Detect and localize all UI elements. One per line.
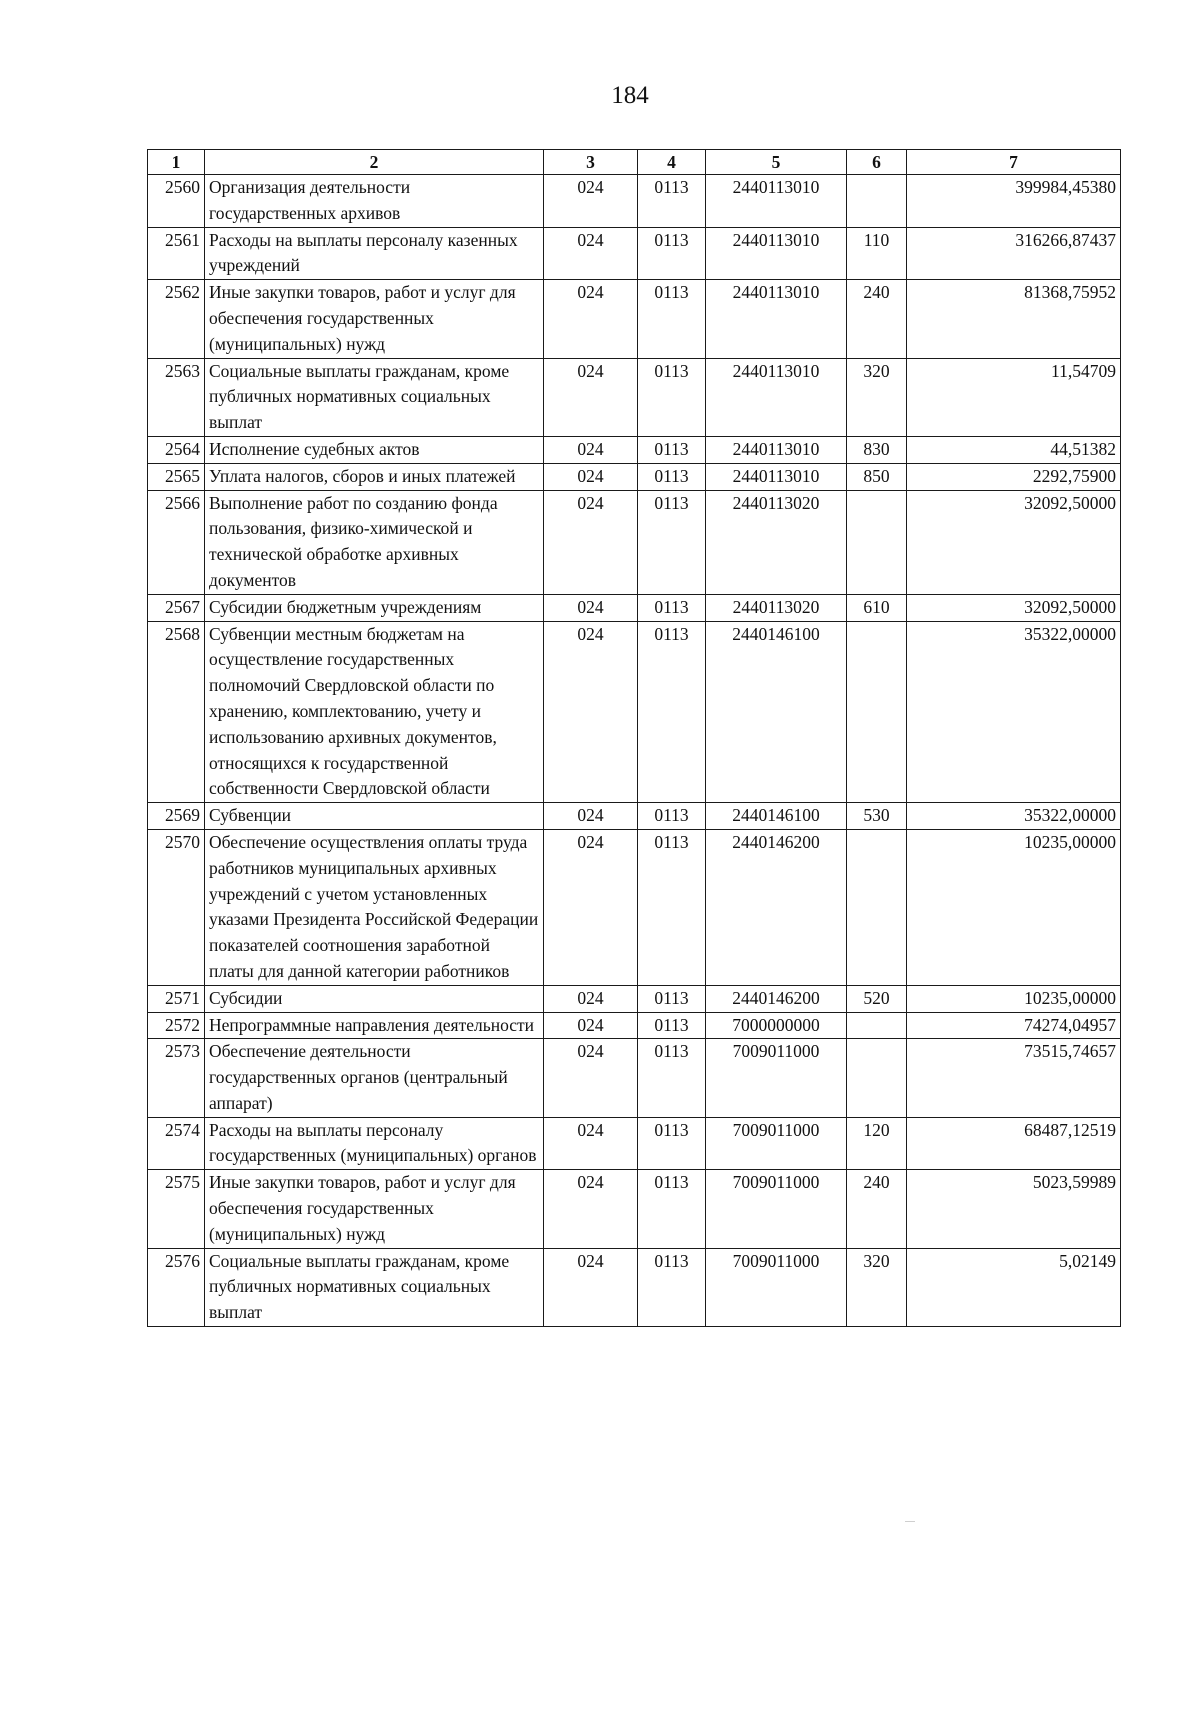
ministry-code-cell: 024 <box>544 490 638 594</box>
table-row <box>148 436 1121 463</box>
column-header: 7 <box>907 150 1121 175</box>
table-row <box>148 985 1121 1012</box>
expense-type-cell: 520 <box>847 985 907 1012</box>
table-row <box>148 621 1121 803</box>
column-header: 3 <box>544 150 638 175</box>
column-header: 5 <box>706 150 847 175</box>
column-header: 2 <box>205 150 544 175</box>
target-article-cell: 2440113010 <box>706 227 847 280</box>
section-code-cell: 0113 <box>638 175 706 228</box>
table-row <box>148 280 1121 358</box>
expense-name-cell: Расходы на выплаты персоналу государственных (муниципальных) органов <box>205 1117 544 1170</box>
ministry-code-cell: 024 <box>544 1012 638 1039</box>
expense-name-cell: Расходы на выплаты персоналу казенных учреждений <box>205 227 544 280</box>
expense-name-cell: Субсидии <box>205 985 544 1012</box>
target-article-cell: 2440146200 <box>706 985 847 1012</box>
row-number-cell: 2571 <box>148 985 205 1012</box>
ministry-code-cell: 024 <box>544 463 638 490</box>
expense-name-cell: Социальные выплаты гражданам, кроме публичных нормативных социальных выплат <box>205 1248 544 1326</box>
table-row <box>148 1039 1121 1117</box>
row-number-cell: 2560 <box>148 175 205 228</box>
amount-cell: 10235,00000 <box>907 985 1121 1012</box>
ministry-code-cell: 024 <box>544 280 638 358</box>
section-code-cell: 0113 <box>638 1117 706 1170</box>
amount-cell: 2292,75900 <box>907 463 1121 490</box>
expense-type-cell <box>847 829 907 985</box>
amount-cell: 32092,50000 <box>907 490 1121 594</box>
expense-type-cell: 320 <box>847 358 907 436</box>
amount-cell: 11,54709 <box>907 358 1121 436</box>
row-number-cell: 2572 <box>148 1012 205 1039</box>
section-code-cell: 0113 <box>638 463 706 490</box>
table-row <box>148 227 1121 280</box>
target-article-cell: 7009011000 <box>706 1039 847 1117</box>
target-article-cell: 2440146200 <box>706 829 847 985</box>
row-number-cell: 2570 <box>148 829 205 985</box>
expense-name-cell: Субвенции <box>205 803 544 830</box>
target-article-cell: 2440146100 <box>706 803 847 830</box>
expense-name-cell: Обеспечение осуществления оплаты труда работников муниципальных архивных учреждений с учетом установленных указами Президента Российской Федерации показателей соотношения заработной платы для данной категории работников <box>205 829 544 985</box>
amount-cell: 35322,00000 <box>907 803 1121 830</box>
expense-name-cell: Исполнение судебных актов <box>205 436 544 463</box>
expense-name-cell: Социальные выплаты гражданам, кроме публичных нормативных социальных выплат <box>205 358 544 436</box>
column-header: 4 <box>638 150 706 175</box>
expense-type-cell: 240 <box>847 280 907 358</box>
table-header-row <box>148 150 1121 175</box>
section-code-cell: 0113 <box>638 1012 706 1039</box>
target-article-cell: 2440113020 <box>706 490 847 594</box>
expense-type-cell <box>847 175 907 228</box>
ministry-code-cell: 024 <box>544 803 638 830</box>
ministry-code-cell: 024 <box>544 175 638 228</box>
amount-cell: 10235,00000 <box>907 829 1121 985</box>
table-row <box>148 1012 1121 1039</box>
section-code-cell: 0113 <box>638 436 706 463</box>
column-header: 1 <box>148 150 205 175</box>
table-row <box>148 1248 1121 1326</box>
target-article-cell: 7000000000 <box>706 1012 847 1039</box>
target-article-cell: 2440113010 <box>706 436 847 463</box>
expense-type-cell <box>847 1039 907 1117</box>
expense-type-cell: 610 <box>847 594 907 621</box>
row-number-cell: 2574 <box>148 1117 205 1170</box>
row-number-cell: 2573 <box>148 1039 205 1117</box>
ministry-code-cell: 024 <box>544 1117 638 1170</box>
table-row <box>148 1170 1121 1248</box>
table-row <box>148 358 1121 436</box>
expense-type-cell <box>847 621 907 803</box>
target-article-cell: 2440113010 <box>706 463 847 490</box>
target-article-cell: 2440113020 <box>706 594 847 621</box>
ministry-code-cell: 024 <box>544 985 638 1012</box>
table-row <box>148 463 1121 490</box>
expense-type-cell: 850 <box>847 463 907 490</box>
section-code-cell: 0113 <box>638 1248 706 1326</box>
target-article-cell: 7009011000 <box>706 1117 847 1170</box>
expense-type-cell: 830 <box>847 436 907 463</box>
ministry-code-cell: 024 <box>544 621 638 803</box>
row-number-cell: 2563 <box>148 358 205 436</box>
expense-name-cell: Выполнение работ по созданию фонда пользования, физико-химической и технической обработке архивных документов <box>205 490 544 594</box>
table-row <box>148 175 1121 228</box>
section-code-cell: 0113 <box>638 621 706 803</box>
target-article-cell: 7009011000 <box>706 1170 847 1248</box>
expense-type-cell <box>847 490 907 594</box>
amount-cell: 32092,50000 <box>907 594 1121 621</box>
expense-type-cell: 240 <box>847 1170 907 1248</box>
section-code-cell: 0113 <box>638 1170 706 1248</box>
budget-table <box>147 149 1121 1327</box>
target-article-cell: 2440146100 <box>706 621 847 803</box>
column-header: 6 <box>847 150 907 175</box>
amount-cell: 399984,45380 <box>907 175 1121 228</box>
target-article-cell: 2440113010 <box>706 175 847 228</box>
section-code-cell: 0113 <box>638 227 706 280</box>
row-number-cell: 2576 <box>148 1248 205 1326</box>
row-number-cell: 2562 <box>148 280 205 358</box>
expense-type-cell <box>847 1012 907 1039</box>
row-number-cell: 2575 <box>148 1170 205 1248</box>
ministry-code-cell: 024 <box>544 436 638 463</box>
table-row <box>148 829 1121 985</box>
amount-cell: 5,02149 <box>907 1248 1121 1326</box>
section-code-cell: 0113 <box>638 803 706 830</box>
row-number-cell: 2567 <box>148 594 205 621</box>
expense-name-cell: Непрограммные направления деятельности <box>205 1012 544 1039</box>
expense-name-cell: Иные закупки товаров, работ и услуг для обеспечения государственных (муниципальных) нужд <box>205 1170 544 1248</box>
row-number-cell: 2566 <box>148 490 205 594</box>
target-article-cell: 7009011000 <box>706 1248 847 1326</box>
expense-name-cell: Организация деятельности государственных архивов <box>205 175 544 228</box>
amount-cell: 73515,74657 <box>907 1039 1121 1117</box>
ministry-code-cell: 024 <box>544 1248 638 1326</box>
expense-type-cell: 320 <box>847 1248 907 1326</box>
expense-name-cell: Субсидии бюджетным учреждениям <box>205 594 544 621</box>
ministry-code-cell: 024 <box>544 1039 638 1117</box>
row-number-cell: 2569 <box>148 803 205 830</box>
expense-type-cell: 110 <box>847 227 907 280</box>
ministry-code-cell: 024 <box>544 594 638 621</box>
amount-cell: 68487,12519 <box>907 1117 1121 1170</box>
amount-cell: 81368,75952 <box>907 280 1121 358</box>
amount-cell: 44,51382 <box>907 436 1121 463</box>
expense-name-cell: Иные закупки товаров, работ и услуг для обеспечения государственных (муниципальных) нужд <box>205 280 544 358</box>
ministry-code-cell: 024 <box>544 227 638 280</box>
amount-cell: 316266,87437 <box>907 227 1121 280</box>
row-number-cell: 2565 <box>148 463 205 490</box>
section-code-cell: 0113 <box>638 490 706 594</box>
amount-cell: 74274,04957 <box>907 1012 1121 1039</box>
ministry-code-cell: 024 <box>544 1170 638 1248</box>
expense-name-cell: Обеспечение деятельности государственных органов (центральный аппарат) <box>205 1039 544 1117</box>
expense-name-cell: Субвенции местным бюджетам на осуществление государственных полномочий Свердловской области по хранению, комплектованию, учету и использованию архивных документов, относящихся к государственной собственности Свердловской области <box>205 621 544 803</box>
target-article-cell: 2440113010 <box>706 280 847 358</box>
target-article-cell: 2440113010 <box>706 358 847 436</box>
scan-mark <box>905 1521 915 1522</box>
row-number-cell: 2568 <box>148 621 205 803</box>
row-number-cell: 2561 <box>148 227 205 280</box>
row-number-cell: 2564 <box>148 436 205 463</box>
table-row <box>148 803 1121 830</box>
expense-name-cell: Уплата налогов, сборов и иных платежей <box>205 463 544 490</box>
section-code-cell: 0113 <box>638 985 706 1012</box>
section-code-cell: 0113 <box>638 829 706 985</box>
amount-cell: 35322,00000 <box>907 621 1121 803</box>
section-code-cell: 0113 <box>638 1039 706 1117</box>
ministry-code-cell: 024 <box>544 829 638 985</box>
expense-type-cell: 530 <box>847 803 907 830</box>
section-code-cell: 0113 <box>638 280 706 358</box>
expense-type-cell: 120 <box>847 1117 907 1170</box>
amount-cell: 5023,59989 <box>907 1170 1121 1248</box>
section-code-cell: 0113 <box>638 358 706 436</box>
table-row <box>148 594 1121 621</box>
ministry-code-cell: 024 <box>544 358 638 436</box>
table-row <box>148 490 1121 594</box>
page-number: 184 <box>611 82 649 109</box>
table-row <box>148 1117 1121 1170</box>
table-body <box>148 175 1121 1327</box>
section-code-cell: 0113 <box>638 594 706 621</box>
